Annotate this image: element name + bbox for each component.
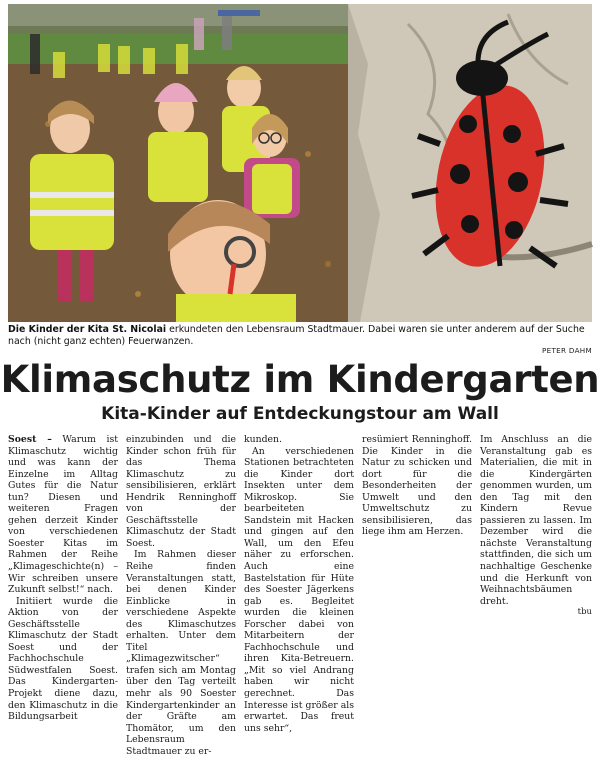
photo-credit: PETER DAHM [541,346,592,355]
photo-kids-ladybug-icon [8,4,592,322]
paragraph: Initiiert wurde die Aktion von der Geschäftsstelle Klimaschutz der Stadt Soest und der Fachhochschule Südwestfalen Soest. Das Kindergarten-Projekt diene dazu, den Klimaschutz in die Bildungsarbeit [8,595,118,723]
subheadline: Kita-Kinder auf Entdeckungstour am Wall [101,404,499,424]
article-column-4 [362,434,472,648]
article-column-5 [480,434,592,648]
author-signature: tbu [577,607,592,618]
paragraph-text: Warum ist Klimaschutz wichtig und was kann der Einzelne im Alltag Gutes für die Natur tun? Diesen und weiteren Fragen gehen derzeit Kinder von verschiedenen Soester Kitas im Rahmen der Reihe „Klimageschichte(n) – Wir schreiben unsere Zukunft selbst!“ nach. [8,434,118,596]
photo-caption [8,324,592,347]
article-column-3 [244,434,354,734]
headline: Klimaschutz im Kindergarten [0,358,600,401]
paragraph: Im Anschluss an die Veranstaltung gab es Materialien, die mit in die Kindergärten genommen wurden, um den Tag mit den Kindern Revue passieren zu lassen. Im Dezember wird die nächste Veranstaltung stattfinden, die sich um nachhaltige Geschenke und die Herkunft von Weihnachtsbäumen dreht. [480,434,592,607]
paragraph: resümiert Renninghoff. Die Kinder in die Natur zu schicken und dort für die Besonderheiten der Umwelt und den Umweltschutz zu sensibilisieren, das liege ihm am Herzen. [362,434,472,538]
article-body [8,434,592,757]
dateline: Soest – [8,434,52,445]
article-column-1 [8,434,118,723]
paragraph: kunden. [244,434,283,445]
article-photo [8,4,592,322]
paragraph [8,434,118,596]
paragraph: An verschiedenen Stationen betrachteten die Kinder dort Insekten unter dem Mikroskop. Sie bearbeiteten Sandstein mit Hacken und gingen auf den Wall, um den Efeu näher zu erforschen. Auch eine Bastelstation für Hüte des Soester Jägerkens gab es. Begleitet wurden die kleinen Forscher dabei von Mitarbeitern der Fachhochschule und ihren Kita-Betreuern. „Mit so viel Andrang haben wir nicht gerechnet. Das Interesse ist größer als erwartet. Das freut uns sehr“, [244,445,354,734]
article-column-2 [126,434,236,757]
caption-lead: Die Kinder der Kita St. Nicolai [8,324,167,335]
paragraph: einzubinden und die Kinder schon früh für das Thema Klimaschutz zu sensibilisieren, erklärt Hendrik Renninghoff von der Geschäftsstelle Klimaschutz der Stadt Soest. [126,434,236,549]
paragraph: Im Rahmen dieser Reihe finden Veranstaltungen statt, bei denen Kinder Einblicke in verschiedene Aspekte des Klimaschutzes erhalten. Unter dem Titel „Klimagezwitscher“ trafen sich am Montag über den Tag verteilt mehr als 90 Soester Kindergartenkinder an der Gräfte am Thomätor, um den Lebensraum Stadtmauer zu er- [126,549,236,757]
caption-text: erkundeten den Lebensraum Stadtmauer. Dabei waren sie unter anderem auf der Suche nach (nicht ganz echten) Feuerwanzen. [8,324,585,347]
